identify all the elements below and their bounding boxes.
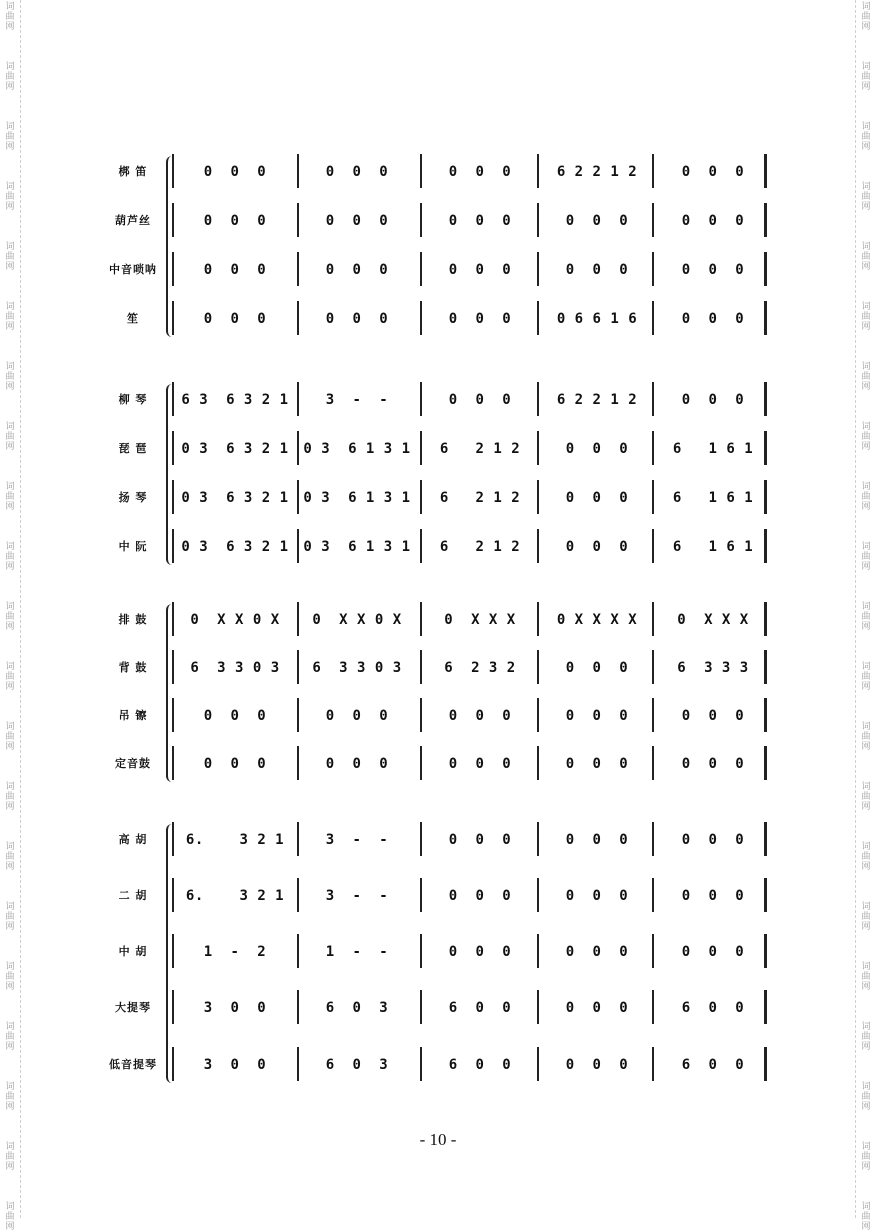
measure-notes: 0 0 0: [203, 708, 267, 724]
bar-line: [297, 480, 299, 514]
measure-notes: 6 0 0: [681, 1000, 745, 1016]
bar-line: [172, 480, 174, 514]
staff-row: [0, 696, 876, 736]
measure-notes: 0 0 0: [681, 164, 745, 180]
watermark-text: 词 曲 网: [861, 662, 871, 692]
bar-line: [537, 301, 539, 335]
bar-line: [172, 154, 174, 188]
watermark-text: 词 曲 网: [861, 62, 871, 92]
bar-line: [652, 746, 654, 780]
bar-line: [172, 934, 174, 968]
measure-notes: 0 0 0: [681, 944, 745, 960]
measure-notes: 6 2 2 1 2: [556, 164, 638, 180]
bar-line: [297, 1047, 299, 1081]
measure-notes: 0 0 0: [565, 756, 629, 772]
measure-notes: 0 0 0: [203, 262, 267, 278]
staff-row: [0, 932, 876, 972]
bar-line: [297, 934, 299, 968]
bar-line: [420, 301, 422, 335]
watermark-text: 词 曲 网: [5, 482, 15, 512]
staff-row: [0, 152, 876, 192]
measure-notes: 0 0 0: [681, 832, 745, 848]
measure-notes: 0 0 0: [565, 213, 629, 229]
watermark-text: 词 曲 网: [5, 302, 15, 332]
measure-notes: 0 0 0: [325, 262, 389, 278]
bar-line: [297, 822, 299, 856]
measure-notes: 0 X X 0 X: [312, 612, 402, 628]
bar-line: [420, 480, 422, 514]
measure-notes: 0 0 0: [325, 164, 389, 180]
watermark-text: 词 曲 网: [5, 842, 15, 872]
bar-line: [652, 154, 654, 188]
measure-notes: 6. 3 2 1: [185, 832, 285, 848]
measure-notes: 0 X X X: [677, 612, 749, 628]
measure-notes: 0 0 0: [448, 708, 512, 724]
watermark-text: 词 曲 网: [5, 602, 15, 632]
staff-row: [0, 600, 876, 640]
bar-line: [652, 934, 654, 968]
bar-line: [420, 382, 422, 416]
bar-line: [537, 990, 539, 1024]
bar-line: [297, 203, 299, 237]
watermark-text: 词 曲 网: [5, 62, 15, 92]
bar-line: [297, 431, 299, 465]
measure-notes: 0 0 0: [203, 311, 267, 327]
measure-notes: 0 3 6 1 3 1: [303, 441, 411, 457]
bar-line: [420, 1047, 422, 1081]
bar-line: [537, 822, 539, 856]
watermark-text: 词 曲 网: [861, 902, 871, 932]
measure-notes: 6 0 0: [448, 1000, 512, 1016]
measure-notes: 1 - 2: [203, 944, 267, 960]
measure-notes: 0 3 6 3 2 1: [181, 441, 289, 457]
instrument-label: 葫芦丝: [115, 214, 151, 227]
watermark-text: 词 曲 网: [861, 182, 871, 212]
measure-notes: 0 0 0: [565, 660, 629, 676]
watermark-text: 词 曲 网: [861, 422, 871, 452]
measure-notes: 0 0 0: [448, 392, 512, 408]
staff-row: [0, 876, 876, 916]
measure-notes: 3 - -: [325, 888, 389, 904]
measure-notes: 1 - -: [325, 944, 389, 960]
measure-notes: 0 0 0: [565, 441, 629, 457]
watermark-text: 词 曲 网: [5, 662, 15, 692]
bar-line: [297, 529, 299, 563]
bar-line: [420, 252, 422, 286]
measure-notes: 3 0 0: [203, 1000, 267, 1016]
measure-notes: 0 0 0: [681, 888, 745, 904]
bar-line: [652, 529, 654, 563]
instrument-label: 低音提琴: [109, 1058, 157, 1071]
measure-notes: 6 2 2 1 2: [556, 392, 638, 408]
bar-line: [420, 822, 422, 856]
measure-notes: 0 0 0: [448, 311, 512, 327]
measure-notes: 0 0 0: [448, 213, 512, 229]
bar-line: [172, 822, 174, 856]
measure-notes: 6 0 3: [325, 1057, 389, 1073]
bar-line: [172, 382, 174, 416]
staff-row: [0, 820, 876, 860]
measure-notes: 0 0 0: [203, 213, 267, 229]
measure-notes: 0 0 0: [325, 213, 389, 229]
watermark-text: 词 曲 网: [861, 482, 871, 512]
measure-notes: 0 0 0: [681, 708, 745, 724]
watermark-text: 词 曲 网: [861, 962, 871, 992]
bar-line: [537, 934, 539, 968]
bar-line: [652, 990, 654, 1024]
bar-line: [537, 431, 539, 465]
bar-line: [172, 878, 174, 912]
measure-notes: 6 3 3 0 3: [190, 660, 280, 676]
instrument-label: 吊 镲: [118, 709, 148, 722]
measure-notes: 0 0 0: [448, 888, 512, 904]
watermark-text: 词 曲 网: [5, 1142, 15, 1172]
measure-notes: 6 2 1 2: [439, 490, 521, 506]
measure-notes: 0 0 0: [681, 756, 745, 772]
staff-row: [0, 299, 876, 339]
measure-notes: 0 0 0: [448, 756, 512, 772]
measure-notes: 0 0 0: [681, 392, 745, 408]
bar-line: [537, 252, 539, 286]
measure-notes: 0 0 0: [565, 490, 629, 506]
watermark-text: 词 曲 网: [5, 1022, 15, 1052]
bar-line: [537, 698, 539, 732]
watermark-text: 词 曲 网: [5, 362, 15, 392]
instrument-label: 中 阮: [118, 540, 148, 553]
measure-notes: 6 3 3 0 3: [312, 660, 402, 676]
measure-notes: 0 0 0: [681, 311, 745, 327]
measure-notes: 6 1 6 1: [672, 539, 754, 555]
measure-notes: 0 X X X: [444, 612, 516, 628]
measure-notes: 6 2 1 2: [439, 441, 521, 457]
bar-line: [420, 746, 422, 780]
bar-line: [420, 602, 422, 636]
instrument-label: 笙: [127, 312, 139, 325]
watermark-text: 词 曲 网: [861, 1022, 871, 1052]
watermark-text: 词 曲 网: [861, 1082, 871, 1112]
watermark-text: 词 曲 网: [861, 842, 871, 872]
instrument-label: 背 鼓: [118, 661, 148, 674]
bar-line: [537, 480, 539, 514]
measure-notes: 6 0 3: [325, 1000, 389, 1016]
watermark-text: 词 曲 网: [861, 122, 871, 152]
watermark-text: 词 曲 网: [5, 242, 15, 272]
measure-notes: 0 0 0: [448, 262, 512, 278]
measure-notes: 0 0 0: [325, 708, 389, 724]
staff-row: [0, 988, 876, 1028]
bar-line: [652, 480, 654, 514]
staff-row: [0, 744, 876, 784]
watermark-text: 词 曲 网: [5, 1202, 15, 1232]
bar-line: [652, 1047, 654, 1081]
bar-line: [537, 1047, 539, 1081]
bar-line: [172, 698, 174, 732]
bar-line: [297, 650, 299, 684]
measure-notes: 0 6 6 1 6: [556, 311, 638, 327]
measure-notes: 0 0 0: [565, 832, 629, 848]
watermark-text: 词 曲 网: [861, 302, 871, 332]
bar-line: [537, 602, 539, 636]
bar-line: [297, 746, 299, 780]
measure-notes: 0 0 0: [565, 944, 629, 960]
instrument-label: 高 胡: [118, 833, 148, 846]
measure-notes: 0 0 0: [681, 213, 745, 229]
watermark-text: 词 曲 网: [861, 1202, 871, 1232]
measure-notes: 0 0 0: [565, 888, 629, 904]
bar-line: [652, 878, 654, 912]
watermark-text: 词 曲 网: [5, 782, 15, 812]
watermark-text: 词 曲 网: [861, 2, 871, 32]
watermark-text: 词 曲 网: [861, 782, 871, 812]
bar-line: [172, 650, 174, 684]
bar-line: [297, 252, 299, 286]
bar-line: [420, 154, 422, 188]
measure-notes: 0 3 6 3 2 1: [181, 490, 289, 506]
measure-notes: 0 0 0: [681, 262, 745, 278]
watermark-text: 词 曲 网: [5, 1082, 15, 1112]
measure-notes: 0 0 0: [565, 1000, 629, 1016]
staff-row: [0, 648, 876, 688]
bar-line: [420, 529, 422, 563]
staff-row: [0, 250, 876, 290]
bar-line: [652, 301, 654, 335]
watermark-text: 词 曲 网: [5, 542, 15, 572]
bar-line: [172, 746, 174, 780]
instrument-label: 扬 琴: [118, 491, 148, 504]
measure-notes: 0 X X X X: [556, 612, 638, 628]
instrument-label: 二 胡: [118, 889, 148, 902]
measure-notes: 0 0 0: [565, 708, 629, 724]
measure-notes: 6 2 1 2: [439, 539, 521, 555]
bar-line: [172, 203, 174, 237]
watermark-text: 词 曲 网: [861, 722, 871, 752]
watermark-text: 词 曲 网: [861, 362, 871, 392]
bar-line: [172, 990, 174, 1024]
bar-line: [420, 698, 422, 732]
measure-notes: 0 0 0: [203, 756, 267, 772]
watermark-text: 词 曲 网: [5, 962, 15, 992]
staff-row: [0, 1045, 876, 1085]
bar-line: [420, 650, 422, 684]
bar-line: [172, 1047, 174, 1081]
instrument-label: 中 胡: [118, 945, 148, 958]
instrument-label: 定音鼓: [115, 757, 151, 770]
bar-line: [297, 382, 299, 416]
measure-notes: 0 0 0: [448, 164, 512, 180]
bar-line: [537, 650, 539, 684]
bar-line: [172, 602, 174, 636]
instrument-label: 排 鼓: [118, 613, 148, 626]
watermark-text: 词 曲 网: [5, 182, 15, 212]
measure-notes: 0 0 0: [448, 832, 512, 848]
measure-notes: 0 X X 0 X: [190, 612, 280, 628]
bar-line: [297, 698, 299, 732]
watermark-text: 词 曲 网: [5, 422, 15, 452]
watermark-text: 词 曲 网: [861, 1142, 871, 1172]
page-number: - 10 -: [419, 1130, 457, 1149]
bar-line: [652, 822, 654, 856]
bar-line: [420, 203, 422, 237]
bar-line: [420, 431, 422, 465]
watermark-text: 词 曲 网: [861, 602, 871, 632]
bar-line: [652, 602, 654, 636]
measure-notes: 0 3 6 1 3 1: [303, 490, 411, 506]
measure-notes: 0 0 0: [325, 756, 389, 772]
watermark-text: 词 曲 网: [5, 122, 15, 152]
bar-line: [420, 934, 422, 968]
instrument-label: 柳 琴: [118, 393, 148, 406]
measure-notes: 0 3 6 3 2 1: [181, 539, 289, 555]
bar-line: [297, 602, 299, 636]
bar-line: [172, 301, 174, 335]
bar-line: [537, 878, 539, 912]
bar-line: [652, 698, 654, 732]
measure-notes: 3 - -: [325, 392, 389, 408]
measure-notes: 3 - -: [325, 832, 389, 848]
staff-row: [0, 429, 876, 469]
measure-notes: 6 1 6 1: [672, 490, 754, 506]
instrument-label: 中音唢呐: [109, 263, 157, 276]
bar-line: [652, 650, 654, 684]
measure-notes: 0 0 0: [565, 539, 629, 555]
measure-notes: 0 0 0: [565, 262, 629, 278]
measure-notes: 6 2 3 2: [444, 660, 516, 676]
bar-line: [172, 431, 174, 465]
bar-line: [297, 990, 299, 1024]
bar-line: [537, 746, 539, 780]
bar-line: [652, 431, 654, 465]
bar-line: [172, 529, 174, 563]
measure-notes: 3 0 0: [203, 1057, 267, 1073]
instrument-label: 大提琴: [115, 1001, 151, 1014]
measure-notes: 6 0 0: [448, 1057, 512, 1073]
bar-line: [420, 878, 422, 912]
instrument-label: 琵 琶: [118, 442, 148, 455]
bar-line: [537, 382, 539, 416]
measure-notes: 6 1 6 1: [672, 441, 754, 457]
watermark-text: 词 曲 网: [861, 242, 871, 272]
instrument-label: 梆 笛: [118, 165, 148, 178]
measure-notes: 6. 3 2 1: [185, 888, 285, 904]
measure-notes: 6 3 3 3: [677, 660, 749, 676]
bar-line: [297, 154, 299, 188]
bar-line: [297, 878, 299, 912]
bar-line: [172, 252, 174, 286]
staff-row: [0, 201, 876, 241]
bar-line: [652, 382, 654, 416]
measure-notes: 0 3 6 1 3 1: [303, 539, 411, 555]
watermark-text: 词 曲 网: [5, 902, 15, 932]
bar-line: [420, 990, 422, 1024]
measure-notes: 0 0 0: [565, 1057, 629, 1073]
staff-row: [0, 478, 876, 518]
bar-line: [537, 529, 539, 563]
bar-line: [537, 203, 539, 237]
measure-notes: 0 0 0: [203, 164, 267, 180]
watermark-text: 词 曲 网: [5, 722, 15, 752]
measure-notes: 0 0 0: [448, 944, 512, 960]
bar-line: [537, 154, 539, 188]
measure-notes: 6 0 0: [681, 1057, 745, 1073]
measure-notes: 6 3 6 3 2 1: [181, 392, 289, 408]
bar-line: [652, 252, 654, 286]
measure-notes: 0 0 0: [325, 311, 389, 327]
staff-row: [0, 380, 876, 420]
watermark-text: 词 曲 网: [5, 2, 15, 32]
bar-line: [297, 301, 299, 335]
bar-line: [652, 203, 654, 237]
watermark-text: 词 曲 网: [861, 542, 871, 572]
staff-row: [0, 527, 876, 567]
